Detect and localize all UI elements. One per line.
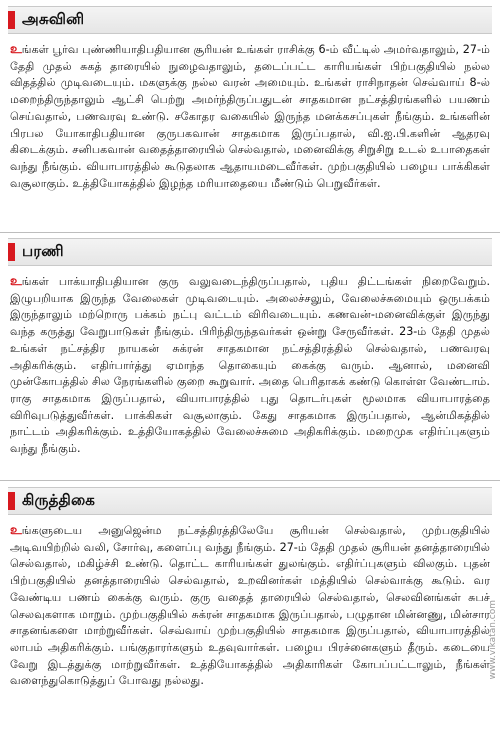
- section-divider: [0, 232, 500, 233]
- body-paragraph: ங்கள் பூர்வ புண்ணியாதிபதியான சூரியன் உங்கள் ராசிக்கு 6-ம் வீட்டில் அமர்வதாலும், 27-ம் தேதி முதல் சுகத் தாரையில் நுழைவதாலும், தடைப்பட்ட காரியங்கள் பிற்பகுதியில் நல்ல விதத்தில் முடிவடையும். மகளுக்கு நல்ல வரன் அமையும். உங்கள் ராசிநாதன் செவ்வாய் 8-ல் மறைந்திருந்தாலும் ஆட்சி பெற்று அமர்ந்திருப்பதுடன் சாதகமான நட்சத்திரங்களில் பயணம் செய்வதால், பணவரவு உண்டு. சகோதர வகையில் இருந்த மனக்கசப்புகள் நீங்கும். உங்களின் பிரபல யோகாதிபதியான குருபகவான் சாதகமாக இருப்பதால், வி.ஐ.பி.களின் ஆதரவு கிடைக்கும். சனிபகவான் வதைத்தாரையில் செல்வதால், மனைவிக்கு சிறுசிறு உடல் உபாதைகள் வந்து நீங்கும். வியாபாரத்தில் கூடுதலாக ஆதாயமடைவீர்கள். முற்பகுதியில் பழைய பாக்கிகள் வசூலாகும். உத்தியோகத்தில் இழந்த மரியாதையை மீண்டும் பெறுவீர்கள்.: [10, 43, 490, 190]
- section-header: [8, 487, 492, 515]
- watermark: www.vikatan.com: [488, 600, 498, 680]
- section-body: [10, 42, 490, 192]
- section-body: [10, 523, 490, 690]
- section-krithigai: [8, 487, 492, 690]
- red-marker-icon: [8, 243, 15, 261]
- section-title: கிருத்திகை: [22, 491, 96, 509]
- drop-cap: உ: [10, 523, 22, 538]
- red-marker-icon: [8, 492, 15, 510]
- red-marker-icon: [8, 11, 15, 29]
- section-header: [8, 238, 492, 266]
- body-paragraph: ங்களுடைய அனுஜென்ம நட்சத்திரத்திலேயே சூரியன் செல்வதால், முற்பகுதியில் அடிவயிற்றில் வலி, சோர்வு, களைப்பு வந்து நீங்கும். 27-ம் தேதி முதல் சூரியன் தனத்தாரையில் செல்வதால், மகிழ்ச்சி உண்டு. தொட்ட காரியங்கள் துலங்கும். எதிர்ப்புகளும் விலகும். புதன் பிற்பகுதியில் தனத்தாரையில் செல்வதால், உறவினர்கள் மத்தியில் செல்வாக்கு கூடும். வர வேண்டிய பணம் கைக்கு வரும். குரு வதைத் தாரையில் செல்வதால், செலவினங்கள் சுபச் செலவுகளாக மாறும். முற்பகுதியில் சுக்ரன் சாதகமாக இருப்பதால், பழுதான மின்னணு, மின்சார சாதனங்களை மாற்றுவீர்கள். செவ்வாய் முற்பகுதியில் சாதகமாக இருப்பதால், வியாபாரத்தில் லாபம் அதிகரிக்கும். பங்குதாரர்களும் உதவுவார்கள். பழைய பிரச்னைகளும் தீரும். கடையை வேறு இடத்துக்கு மாற்றுவீர்கள். உத்தியோகத்தில் அதிகாரிகள் கோபப்பட்டாலும், நீங்கள் வளைந்துகொடுத்துப் போவது நல்லது.: [10, 524, 490, 688]
- drop-cap: உ: [10, 274, 22, 289]
- section-divider: [0, 480, 500, 481]
- section-bharani: [8, 238, 492, 458]
- drop-cap: உ: [10, 42, 22, 57]
- body-paragraph: ங்கள் பாக்யாதிபதியான குரு வலுவடைந்திருப்பதால், புதிய திட்டங்கள் நிறைவேறும். இழுபறியாக இருந்த வேலைகள் முடிவடையும். அலைச்சலும், வேலைச்சுமையும் ஒருபக்கம் இருந்தாலும் மற்றொரு பக்கம் நட்பு வட்டம் விரிவடையும். கணவன்-மனைவிக்குள் இருந்து வந்த கருத்து வேறுபாடுகள் நீங்கும். பிரிந்திருந்தவர்கள் ஒன்று சேருவீர்கள். 23-ம் தேதி முதல் உங்கள் நட்சத்திர நாயகன் சுக்ரன் சாதகமான நட்சத்திரத்தில் செல்வதால், பணவரவு அதிகரிக்கும். எதிர்பார்த்து ஏமாந்த தொகையும் கைக்கு வரும். ஆனால், மனைவி முன்கோபத்தில் சில நேரங்களில் குறை கூறுவார். அதை பெரிதாகக் கண்டு கொள்ள வேண்டாம். ராகு சாதகமாக இருப்பதால், வியாபாரத்தில் புது தொடர்புகள் மூலமாக வியாபாரத்தை விரிவுபடுத்துவீர்கள். பாக்கிகள் வசூலாகும். கேது சாதகமாக இருப்பதால், ஆன்மிகத்தில் நாட்டம் அதிகரிக்கும். உத்தியோகத்தில் வேலைச்சுமை அதிகரிக்கும். மறைமுக எதிர்ப்புகளும் வந்து நீங்கும்.: [10, 275, 490, 456]
- section-asuvini: [8, 6, 492, 192]
- section-body: [10, 274, 490, 458]
- section-title: பரணி: [22, 242, 64, 260]
- section-header: [8, 6, 492, 34]
- section-title: அசுவினி: [22, 10, 85, 28]
